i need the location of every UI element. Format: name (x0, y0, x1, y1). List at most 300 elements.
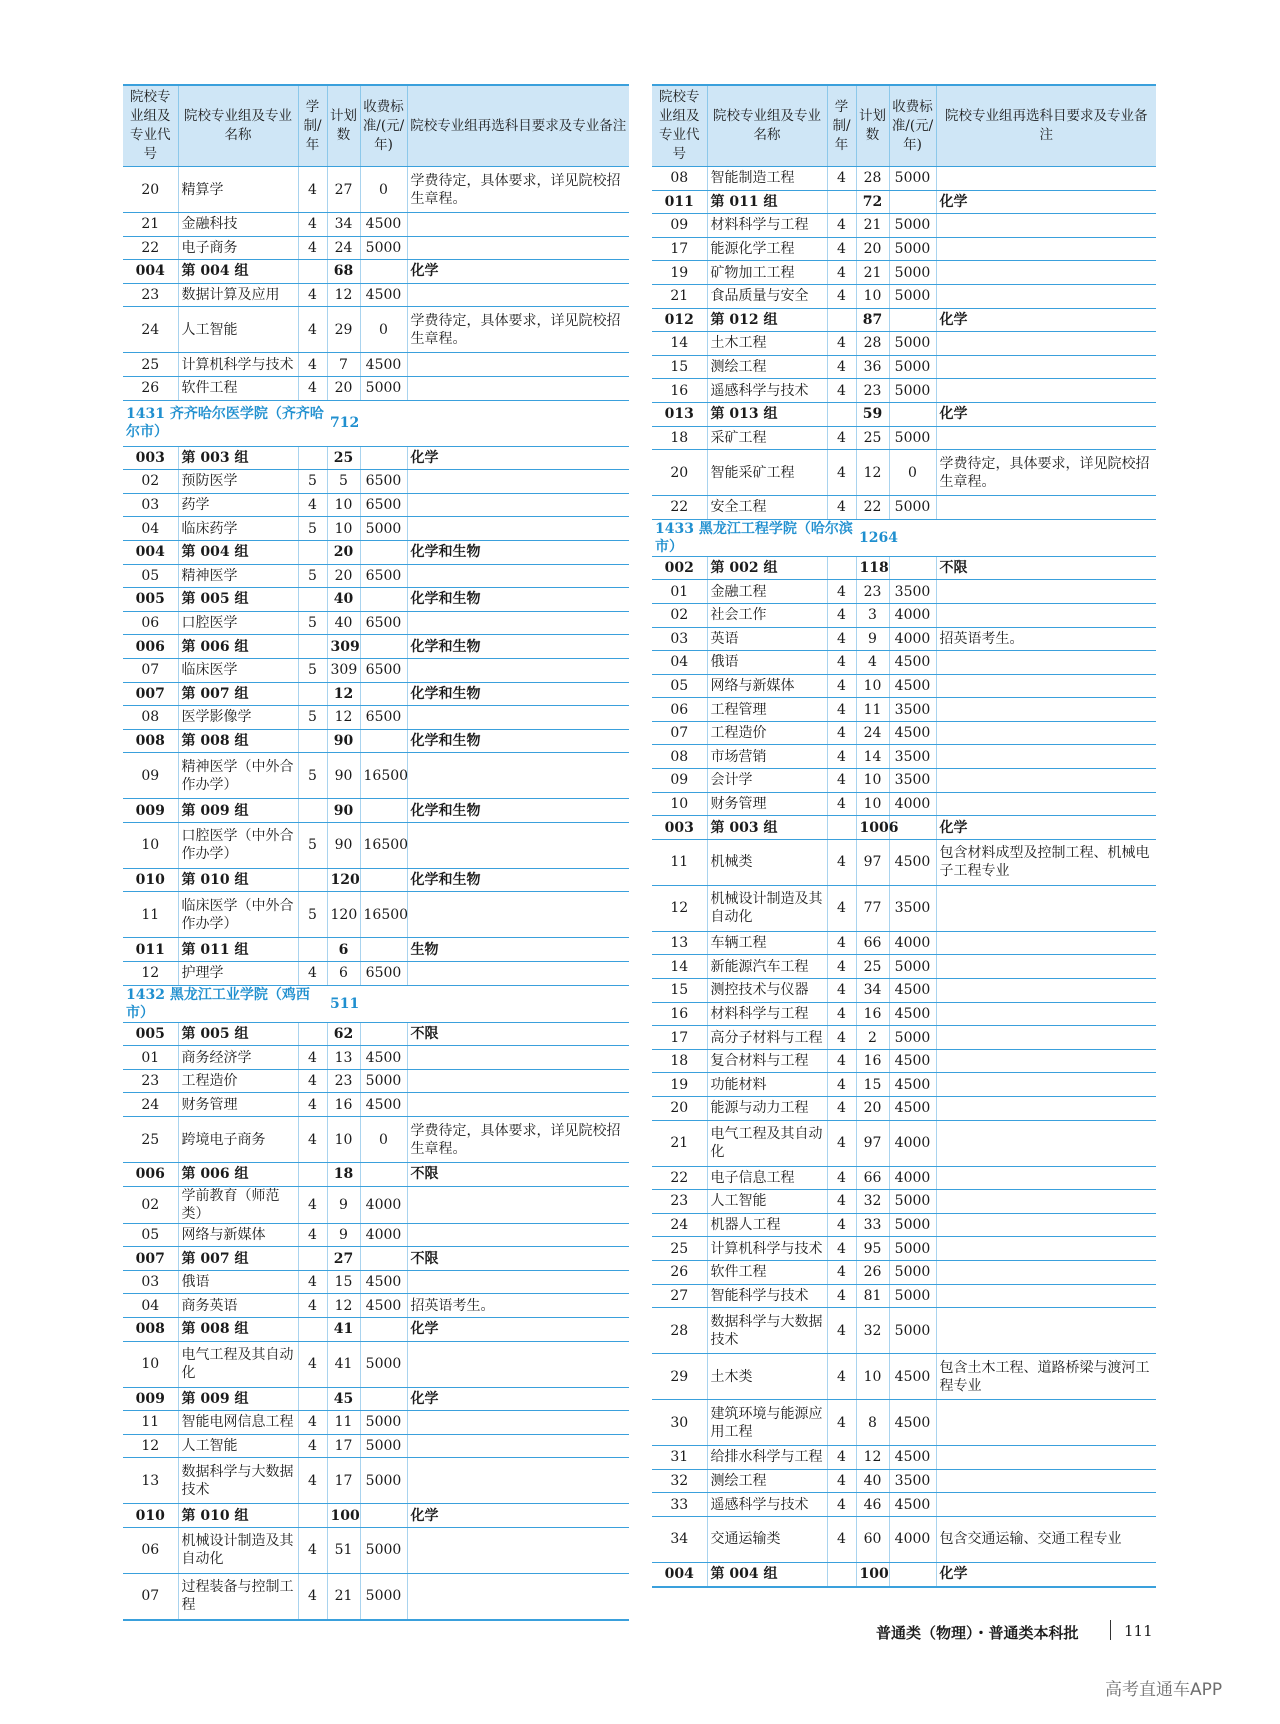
row-fee (889, 190, 936, 214)
row-remarks (936, 237, 1156, 261)
row-years: 4 (827, 839, 856, 885)
row-remarks (407, 1046, 629, 1070)
row-remarks (936, 379, 1156, 403)
row-remarks (407, 236, 629, 260)
row-years (827, 402, 856, 426)
row-years: 4 (827, 885, 856, 931)
row-plan: 95 (856, 1237, 889, 1261)
header-fee: 收费标准/(元/年) (360, 85, 407, 167)
header-name: 院校专业组及专业名称 (707, 85, 827, 167)
row-remarks (407, 517, 629, 541)
row-years (298, 1163, 327, 1187)
row-years: 4 (827, 1446, 856, 1470)
row-plan: 90 (327, 729, 360, 753)
row-remarks (936, 355, 1156, 379)
row-plan: 24 (327, 236, 360, 260)
row-fee: 5000 (889, 261, 936, 285)
group-row (652, 308, 1156, 332)
row-remarks (407, 376, 629, 400)
row-remarks (936, 1469, 1156, 1493)
row-fee: 6500 (360, 470, 407, 494)
row-code: 26 (652, 1260, 707, 1284)
row-years: 4 (827, 1190, 856, 1214)
row-remarks: 学费待定，具体要求，详见院校招生章程。 (407, 1117, 629, 1163)
row-code: 28 (652, 1308, 707, 1354)
group-row (123, 1318, 629, 1342)
row-name: 第 008 组 (178, 729, 298, 753)
row-remarks (407, 1093, 629, 1117)
row-fee (360, 868, 407, 892)
group-row (652, 190, 1156, 214)
row-plan: 12 (856, 1446, 889, 1470)
row-years (827, 556, 856, 580)
empty-cell (360, 985, 407, 1022)
row-years: 4 (298, 1458, 327, 1504)
row-remarks (936, 1308, 1156, 1354)
row-code: 006 (123, 635, 178, 659)
row-plan: 25 (856, 426, 889, 450)
row-fee (360, 260, 407, 284)
row-fee (360, 540, 407, 564)
row-plan: 23 (327, 1069, 360, 1093)
table-row (652, 627, 1156, 651)
table-row (652, 885, 1156, 931)
row-years (298, 729, 327, 753)
row-name: 电子商务 (178, 236, 298, 260)
row-remarks (936, 931, 1156, 955)
row-code: 25 (652, 1237, 707, 1261)
row-remarks (407, 564, 629, 588)
row-fee: 5000 (889, 496, 936, 520)
row-fee: 5000 (360, 1458, 407, 1504)
row-name: 第 004 组 (178, 260, 298, 284)
row-plan: 11 (856, 698, 889, 722)
row-years: 4 (827, 1308, 856, 1354)
table-row (123, 1294, 629, 1318)
row-name: 口腔医学（中外合作办学） (178, 822, 298, 868)
table-row (652, 674, 1156, 698)
row-remarks (407, 1341, 629, 1387)
row-plan: 28 (856, 167, 889, 191)
row-code: 008 (123, 729, 178, 753)
row-fee: 5000 (360, 517, 407, 541)
row-code: 12 (123, 962, 178, 986)
row-years: 4 (827, 580, 856, 604)
row-years: 4 (827, 1260, 856, 1284)
row-plan: 68 (327, 260, 360, 284)
row-remarks (407, 1186, 629, 1223)
table-row (123, 493, 629, 517)
row-fee: 0 (360, 1117, 407, 1163)
row-name: 护理学 (178, 962, 298, 986)
table-header (123, 85, 629, 167)
table-row (652, 1097, 1156, 1121)
row-code: 18 (652, 426, 707, 450)
row-plan: 10 (856, 769, 889, 793)
row-years: 5 (298, 517, 327, 541)
row-years: 4 (298, 1341, 327, 1387)
row-fee (360, 729, 407, 753)
table-row (123, 213, 629, 237)
table-row (123, 283, 629, 307)
row-plan: 62 (327, 1022, 360, 1046)
footer-divider (1110, 1620, 1111, 1640)
row-years: 4 (827, 332, 856, 356)
row-code: 21 (652, 284, 707, 308)
table-row (652, 931, 1156, 955)
row-remarks (936, 885, 1156, 931)
row-fee: 5000 (889, 1260, 936, 1284)
row-code: 10 (123, 822, 178, 868)
row-name: 药学 (178, 493, 298, 517)
row-name: 人工智能 (178, 307, 298, 353)
row-name: 数据科学与大数据技术 (178, 1458, 298, 1504)
table-row (652, 1308, 1156, 1354)
row-remarks: 学费待定，具体要求，详见院校招生章程。 (936, 450, 1156, 496)
row-code: 23 (652, 1190, 707, 1214)
row-plan: 97 (856, 1120, 889, 1166)
row-name: 第 004 组 (707, 1562, 827, 1586)
row-years: 5 (298, 470, 327, 494)
row-years (298, 260, 327, 284)
table-row (652, 651, 1156, 675)
row-remarks: 招英语考生。 (407, 1294, 629, 1318)
row-years: 4 (827, 496, 856, 520)
row-name: 矿物加工工程 (707, 261, 827, 285)
table-row (652, 698, 1156, 722)
table-body-left (123, 167, 629, 1620)
row-fee: 5000 (360, 1341, 407, 1387)
table-row (652, 1237, 1156, 1261)
table-row (652, 332, 1156, 356)
row-name: 临床药学 (178, 517, 298, 541)
row-plan: 66 (856, 1166, 889, 1190)
row-remarks (936, 580, 1156, 604)
row-code: 32 (652, 1469, 707, 1493)
row-remarks (407, 658, 629, 682)
row-years: 4 (827, 721, 856, 745)
row-code: 14 (652, 332, 707, 356)
table-row (123, 1093, 629, 1117)
row-fee: 5000 (360, 1434, 407, 1458)
row-years (298, 868, 327, 892)
row-code: 16 (652, 1002, 707, 1026)
row-fee: 4000 (889, 1166, 936, 1190)
row-name: 第 006 组 (178, 1163, 298, 1187)
row-code: 08 (652, 745, 707, 769)
row-name: 第 010 组 (178, 868, 298, 892)
row-code: 01 (652, 580, 707, 604)
row-name: 临床医学（中外合作办学） (178, 892, 298, 938)
row-fee: 5000 (889, 379, 936, 403)
row-years: 4 (827, 261, 856, 285)
row-name: 财务管理 (178, 1093, 298, 1117)
table-row (123, 1046, 629, 1070)
app-watermark-label: 高考直通车APP (1105, 1680, 1223, 1700)
row-remarks (407, 1434, 629, 1458)
row-name: 智能科学与技术 (707, 1284, 827, 1308)
row-fee: 5000 (889, 167, 936, 191)
row-name: 会计学 (707, 769, 827, 793)
row-years: 5 (298, 564, 327, 588)
row-code: 11 (123, 892, 178, 938)
row-fee (360, 682, 407, 706)
header-years: 学制/年 (827, 85, 856, 167)
row-years (298, 1504, 327, 1528)
row-fee: 4500 (360, 1046, 407, 1070)
row-remarks (936, 745, 1156, 769)
row-code: 33 (652, 1493, 707, 1517)
table-row (123, 376, 629, 400)
row-years (827, 816, 856, 840)
row-years: 4 (827, 1516, 856, 1562)
page-number: 111 (1124, 1622, 1153, 1640)
row-years: 4 (298, 307, 327, 353)
row-years: 4 (827, 979, 856, 1003)
row-name: 第 011 组 (707, 190, 827, 214)
row-name: 俄语 (178, 1270, 298, 1294)
row-years (298, 682, 327, 706)
table-row (652, 379, 1156, 403)
header-years: 学制/年 (298, 85, 327, 167)
row-name: 第 011 组 (178, 938, 298, 962)
row-remarks: 化学 (407, 446, 629, 470)
row-fee: 4000 (889, 1120, 936, 1166)
row-code: 11 (123, 1411, 178, 1435)
row-fee (889, 1562, 936, 1586)
row-plan: 81 (856, 1284, 889, 1308)
row-years (827, 1562, 856, 1586)
row-code: 05 (123, 564, 178, 588)
row-fee: 4500 (360, 1270, 407, 1294)
row-name: 能源与动力工程 (707, 1097, 827, 1121)
row-code: 26 (123, 376, 178, 400)
row-code: 04 (123, 517, 178, 541)
row-name: 市场营销 (707, 745, 827, 769)
row-years (298, 635, 327, 659)
row-plan: 90 (327, 799, 360, 823)
row-plan: 120 (327, 892, 360, 938)
row-plan: 10 (327, 517, 360, 541)
row-plan: 10 (856, 674, 889, 698)
row-remarks (936, 955, 1156, 979)
row-fee: 4000 (889, 931, 936, 955)
table-row (123, 470, 629, 494)
table-row (652, 745, 1156, 769)
row-remarks (936, 769, 1156, 793)
row-years: 4 (827, 955, 856, 979)
header-remarks: 院校专业组再选科目要求及专业备注 (936, 85, 1156, 167)
row-plan: 60 (856, 1516, 889, 1562)
row-code: 08 (123, 706, 178, 730)
row-name: 智能采矿工程 (707, 450, 827, 496)
table-row (123, 611, 629, 635)
row-name: 测控技术与仪器 (707, 979, 827, 1003)
row-fee: 4500 (889, 1446, 936, 1470)
row-fee: 0 (889, 450, 936, 496)
row-code: 24 (652, 1213, 707, 1237)
row-plan: 6 (327, 938, 360, 962)
row-remarks (936, 1237, 1156, 1261)
table-row (652, 1400, 1156, 1446)
row-plan: 5 (327, 470, 360, 494)
row-plan: 20 (856, 1097, 889, 1121)
row-plan: 25 (327, 446, 360, 470)
row-plan: 2 (856, 1026, 889, 1050)
row-years: 4 (827, 1493, 856, 1517)
table-row (652, 1260, 1156, 1284)
row-remarks (407, 611, 629, 635)
row-plan: 34 (856, 979, 889, 1003)
row-name: 英语 (707, 627, 827, 651)
row-plan: 12 (327, 283, 360, 307)
row-remarks (407, 1223, 629, 1247)
row-code: 19 (652, 261, 707, 285)
school-header-row (652, 519, 1156, 556)
group-row (123, 588, 629, 612)
row-fee (360, 938, 407, 962)
row-code: 007 (123, 1247, 178, 1271)
row-code: 07 (123, 658, 178, 682)
group-row (123, 1247, 629, 1271)
row-years (298, 446, 327, 470)
row-plan: 72 (856, 190, 889, 214)
school-name: 1432 黑龙江工业学院（鸡西市） (123, 985, 327, 1022)
row-years: 4 (827, 627, 856, 651)
row-fee: 5000 (889, 955, 936, 979)
row-name: 第 007 组 (178, 682, 298, 706)
table-row (652, 355, 1156, 379)
row-years: 4 (827, 1400, 856, 1446)
table-row (652, 1166, 1156, 1190)
row-code: 05 (123, 1223, 178, 1247)
row-code: 12 (652, 885, 707, 931)
row-fee: 4500 (889, 651, 936, 675)
row-code: 25 (123, 1117, 178, 1163)
table-row (123, 167, 629, 213)
row-years: 5 (298, 611, 327, 635)
table-row (652, 1446, 1156, 1470)
table-row (123, 1411, 629, 1435)
row-fee (360, 1504, 407, 1528)
row-fee: 5000 (889, 1237, 936, 1261)
row-plan: 27 (327, 167, 360, 213)
header-remarks: 院校专业组再选科目要求及专业备注 (407, 85, 629, 167)
row-code: 004 (123, 260, 178, 284)
row-plan: 18 (327, 1163, 360, 1187)
row-years: 4 (827, 651, 856, 675)
row-remarks: 包含土木工程、道路桥梁与渡河工程专业 (936, 1354, 1156, 1400)
row-remarks: 化学 (407, 260, 629, 284)
row-fee (360, 1022, 407, 1046)
row-years: 4 (827, 698, 856, 722)
row-remarks (407, 706, 629, 730)
row-code: 20 (652, 1097, 707, 1121)
table-row (123, 658, 629, 682)
row-fee (889, 308, 936, 332)
row-name: 过程装备与控制工程 (178, 1573, 298, 1620)
row-remarks (936, 721, 1156, 745)
group-row (123, 729, 629, 753)
row-years: 4 (827, 426, 856, 450)
row-plan: 33 (856, 1213, 889, 1237)
row-code: 20 (652, 450, 707, 496)
row-years: 4 (298, 1434, 327, 1458)
row-fee (360, 799, 407, 823)
row-fee: 3500 (889, 580, 936, 604)
row-remarks: 化学和生物 (407, 540, 629, 564)
row-plan: 21 (856, 214, 889, 238)
row-name: 第 007 组 (178, 1247, 298, 1271)
group-row (123, 446, 629, 470)
table-row (652, 955, 1156, 979)
empty-cell (407, 985, 629, 1022)
row-code: 23 (123, 1069, 178, 1093)
group-row (123, 260, 629, 284)
row-plan: 40 (327, 588, 360, 612)
group-row (123, 540, 629, 564)
row-years: 4 (827, 355, 856, 379)
row-code: 004 (123, 540, 178, 564)
row-remarks (936, 1073, 1156, 1097)
row-fee: 5000 (360, 1069, 407, 1093)
page-footer-text: 普通类（物理）・普通类本科批 (876, 1624, 1079, 1642)
table-row (123, 1223, 629, 1247)
row-plan: 25 (856, 955, 889, 979)
row-code: 19 (652, 1073, 707, 1097)
row-plan: 77 (856, 885, 889, 931)
row-fee: 3500 (889, 885, 936, 931)
row-code: 21 (652, 1120, 707, 1166)
row-code: 11 (652, 839, 707, 885)
row-remarks (407, 1573, 629, 1620)
row-remarks (407, 1270, 629, 1294)
row-name: 给排水科学与工程 (707, 1446, 827, 1470)
row-fee: 6500 (360, 611, 407, 635)
row-remarks: 化学 (407, 1387, 629, 1411)
row-years: 4 (827, 931, 856, 955)
group-row (123, 1504, 629, 1528)
row-code: 04 (123, 1294, 178, 1318)
row-years: 4 (827, 1354, 856, 1400)
row-remarks (936, 1400, 1156, 1446)
row-plan: 100 (327, 1504, 360, 1528)
row-name: 网络与新媒体 (707, 674, 827, 698)
row-plan: 16 (856, 1049, 889, 1073)
row-code: 06 (123, 611, 178, 635)
table-row (652, 1493, 1156, 1517)
row-plan: 4 (856, 651, 889, 675)
row-code: 005 (123, 588, 178, 612)
row-years: 4 (298, 1223, 327, 1247)
row-name: 工程管理 (707, 698, 827, 722)
row-plan: 17 (327, 1458, 360, 1504)
row-years: 4 (827, 745, 856, 769)
row-name: 测绘工程 (707, 1469, 827, 1493)
empty-cell (936, 519, 1156, 556)
row-plan: 40 (327, 611, 360, 635)
table-row (652, 1213, 1156, 1237)
table-row (652, 237, 1156, 261)
row-fee: 0 (360, 167, 407, 213)
row-fee: 4500 (889, 1097, 936, 1121)
row-years: 4 (298, 962, 327, 986)
row-years: 4 (827, 1073, 856, 1097)
row-code: 003 (652, 816, 707, 840)
left-column (123, 84, 629, 1621)
row-code: 10 (123, 1341, 178, 1387)
row-years: 4 (827, 237, 856, 261)
